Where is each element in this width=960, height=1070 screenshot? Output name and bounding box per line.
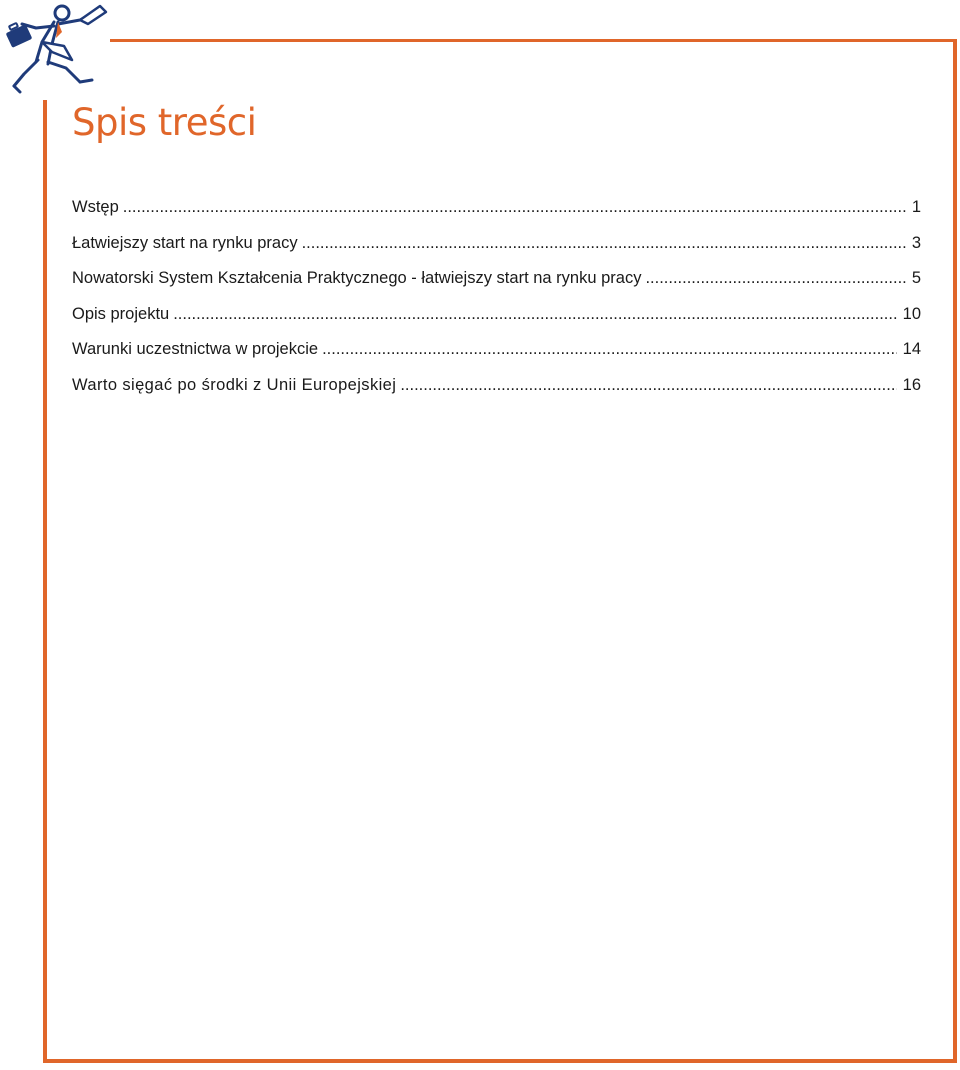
running-businessman-logo-icon (2, 2, 112, 94)
toc-dot-leader (322, 340, 897, 359)
toc-entry-page: 14 (902, 340, 921, 358)
toc-entry[interactable] (72, 234, 921, 270)
toc-dot-leader (302, 234, 906, 253)
toc-entry[interactable] (72, 305, 921, 341)
toc-entry-label: Łatwiejszy start na rynku pracy (72, 233, 298, 252)
toc-entry-page: 16 (902, 375, 921, 394)
toc-entry-page: 1 (911, 198, 921, 216)
toc-entry[interactable] (72, 376, 921, 412)
toc-entry[interactable] (72, 198, 921, 234)
toc-dot-leader (400, 376, 896, 395)
table-of-contents (72, 198, 921, 411)
toc-dot-leader (645, 269, 905, 288)
page-border (43, 39, 957, 1063)
toc-entry-label: Wstęp (72, 198, 119, 216)
toc-entry-page: 5 (911, 269, 921, 287)
toc-entry-label: Warto sięgać po środki z Unii Europejskiej (72, 375, 397, 394)
toc-dot-leader (173, 305, 896, 324)
toc-entry[interactable] (72, 340, 921, 376)
toc-entry-label: Nowatorski System Kształcenia Praktycznego - łatwiejszy start na rynku pracy (72, 269, 642, 287)
toc-entry-label: Opis projektu (72, 304, 170, 323)
toc-entry[interactable] (72, 269, 921, 305)
toc-dot-leader (123, 198, 906, 217)
page-title: Spis treści (72, 101, 257, 144)
toc-entry-label: Warunki uczestnictwa w projekcie (72, 340, 319, 358)
toc-entry-page: 3 (911, 233, 921, 252)
toc-entry-page: 10 (902, 304, 921, 323)
